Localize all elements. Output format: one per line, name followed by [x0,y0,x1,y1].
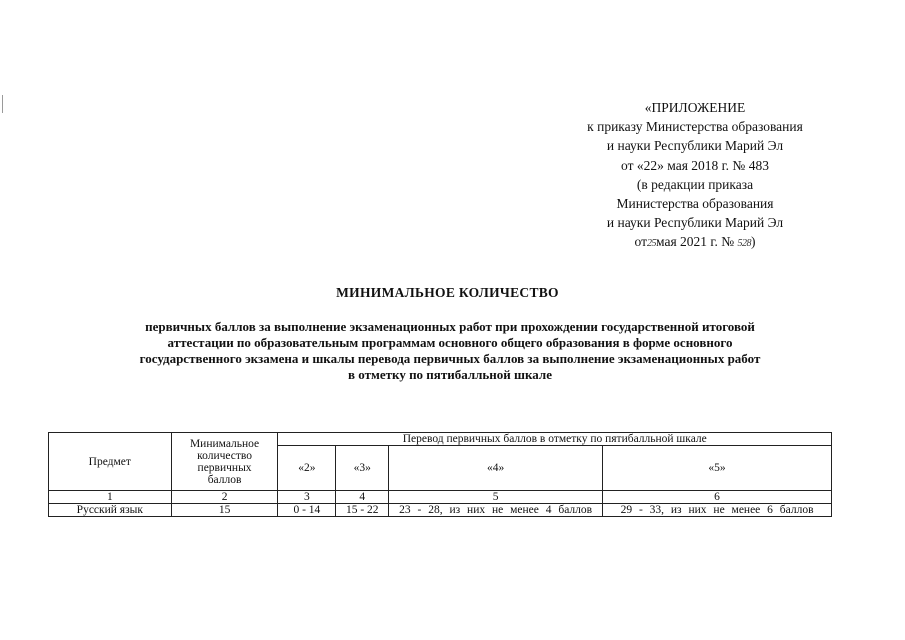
appendix-last-mid: мая 2021 г. № [656,234,735,250]
scores-table [48,432,832,517]
appendix-header [545,98,845,254]
appendix-line: (в редакции приказа [636,176,754,192]
handwritten-number: 528 [737,238,751,250]
table-header-row [49,433,832,446]
header-scale: Перевод первичных баллов в отметку по пятибалльной шкале [278,433,832,446]
appendix-line: Министерства образования [616,196,774,212]
subtitle-line: государственного экзамена и шкалы перевода первичных баллов за выполнение экзаменационных работ [139,351,761,366]
table-row [49,504,832,517]
appendix-last-prefix: от [634,234,648,250]
appendix-line: от «22» мая 2018 г. № 483 [621,157,769,173]
cell-min-score: 15 [171,504,278,517]
header-min-score [171,433,278,491]
header-min-line: количество [197,449,253,462]
appendix-line: и науки Республики Марий Эл [606,138,784,154]
appendix-line: к приказу Министерства образования [587,119,803,135]
appendix-last-line [545,232,845,253]
document-title: МИНИМАЛЬНОЕ КОЛИЧЕСТВО [336,285,559,300]
header-min-line: первичных [197,461,252,474]
column-number: 4 [336,491,389,504]
column-number: 5 [389,491,603,504]
header-min-line: баллов [207,473,242,486]
document-subtitle [40,319,860,383]
column-number: 1 [49,491,172,504]
table-number-row [49,491,832,504]
column-number: 2 [171,491,278,504]
appendix-last-suffix: ) [750,234,756,250]
appendix-line: и науки Республики Марий Эл [606,215,784,231]
header-min-line: Минимальное [189,437,260,450]
column-number: 3 [278,491,336,504]
subtitle-line: аттестации по образовательным программам основного общего образования в форме основного [167,335,733,350]
subtitle-line: в отметку по пятибалльной шкале [348,367,552,382]
header-grade-4: «4» [389,446,603,491]
header-grade-3: «3» [336,446,389,491]
subtitle-line: первичных баллов за выполнение экзаменационных работ при прохождении государственной итоговой [145,319,755,334]
cell-grade-2: 0 - 14 [278,504,336,517]
header-grade-5: «5» [603,446,832,491]
header-subject: Предмет [49,433,172,491]
cell-grade-4: 23 - 28, из них не менее 4 баллов [389,504,603,517]
cell-subject: Русский язык [49,504,172,517]
header-grade-2: «2» [278,446,336,491]
handwritten-day: 25 [647,238,657,250]
appendix-line: «ПРИЛОЖЕНИЕ [644,100,746,115]
column-number: 6 [603,491,832,504]
cell-grade-3: 15 - 22 [336,504,389,517]
cell-grade-5: 29 - 33, из них не менее 6 баллов [603,504,832,517]
scan-artifact [2,95,3,113]
